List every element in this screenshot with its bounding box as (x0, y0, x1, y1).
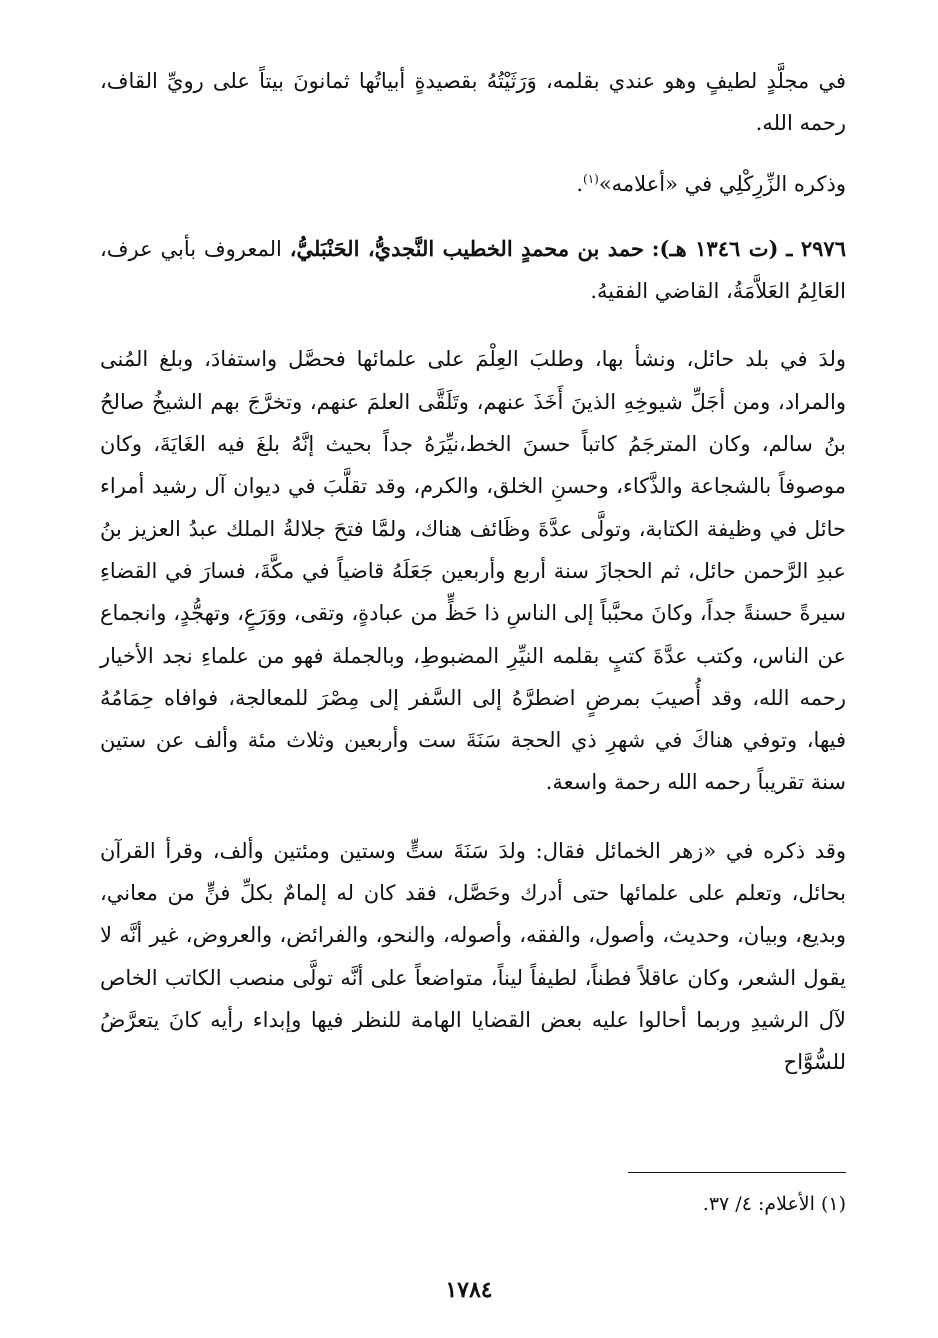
footnote-reference: (١) (583, 171, 599, 186)
citation-text: وذكره الزِّرِكْلِي في «أعلامه» (598, 171, 846, 196)
entry-description: المعروف بأبي عرف، العَالِمُ العَلاَّمَةُ، القاضي الفقيهُ. (100, 236, 846, 304)
paragraph-citation (100, 163, 846, 205)
paragraph-zahr-al-khamail: وقد ذكره في «زهر الخمائل فقال: ولدَ سَنَةَ ستٍّ وستين ومئتين وألف، وقرأ القرآن بحائل، وتعلم على علمائها حتى أدرك وحَصَّل، فقد كان له إلمامٌ بكلِّ فنٍّ من معاني، وبديع، وبيان، وحديث، وأصول، والفقه، وأصوله، والنحو، والفرائض، والعروض، غير أنَّه لا يقول الشعر، وكان عاقلاً فطناً، لطيفاً ليناً، متواضعاً على أنَّه تولَّى منصب الكاتب الخاص لآل الرشيدِ وربما أحالوا عليه بعض القضايا الهامة للنظر فيها وإبداء رأيه كانَ يتعرَّضُ للسُّوَّاح (100, 838, 846, 1075)
entry-number: ٢٩٧٦ ـ (786, 235, 846, 261)
citation-end: . (576, 171, 583, 196)
footnote: (١) الأعلام: ٤/ ٣٧. (702, 1193, 846, 1215)
page-body (100, 60, 846, 1084)
paragraph-biography: ولدَ في بلد حائل، ونشأ بها، وطلبَ العِلْمَ على علمائها فحصَّل واستفادَ، وبلغ المُنى والمراد، ومن أجَلِّ شيوخِهِ الذينَ أَخَذَ عنهم، وتَلَقَّى العلمَ عنهم، وتخرَّجَ بهم الشيخُ صالحُ بنُ سالم، وكان المترجَمُ كاتباً حسنَ الخط،نيِّرَهُ جداً بحيث إنَّهُ بلغَ فيه الغَايَةَ، وكان موصوفاً بالشجاعة والذَّكاء، وحسنِ الخلق، والكرم، وقد تقلَّبَ في ديوان آل رشيد أمراء حائل في وظيفة الكتابة، وتولَّى عدَّةَ وظَائف هناك، ولمَّا فتحَ جلالةُ الملك عبدُ العزيز بنُ عبدِ الرَّحمن حائل، ثم الحجازَ سنة أربع وأربعين جَعَلَهُ قاضياً في مكَّةَ، فسارَ في القضاءِ سيرةً حسنةً جداً، وكانَ محبَّباً إلى الناسِ ذا حَظٍّ من عبادةٍ، وتقى، ووَرَعٍ، وتهجُّدٍ، وانجماع عن الناس، وكتب عدَّةَ كتبٍ بقلمه النيِّرِ المضبوطِ، وبالجملة فهو من علماءِ نجد الأخيار رحمه الله، وقد أُصيبَ بمرضٍ اضطرَّهُ إلى السَّفر إلى مِصْرَ للمعالجة، فوافاه حِمَامُهُ فيها، وتوفي هناكَ في شهرِ ذي الحجة سَنَةَ ست وأربعين وثلاث مئة وألف عن ستين سنة تقريباً رحمه الله رحمة واسعة. (100, 347, 846, 795)
entry-death-date: (ت ١٣٤٦ هـ): (651, 235, 779, 261)
page-number: ١٧٨٤ (445, 1277, 493, 1303)
footnote-divider (628, 1172, 846, 1173)
paragraph-continuation: في مجلَّدٍ لطيفٍ وهو عندي بقلمه، وَرَثَيْتُهُ بقصيدةٍ أبياتُها ثمانونَ بيتاً على رويِّ القاف، رحمه الله. (100, 69, 846, 136)
entry-name: حمد بن محمدٍ الخطيب النَّجديُّ، الحَنْبَليُّ، (289, 235, 644, 261)
biography-entry-heading (100, 228, 846, 313)
